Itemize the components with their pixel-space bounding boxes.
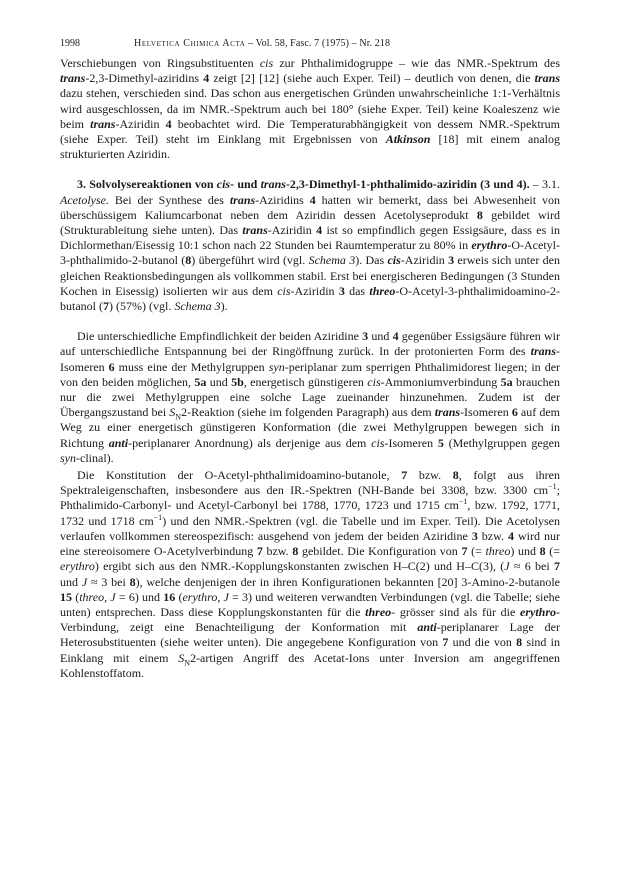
text-run: 5a <box>194 374 207 389</box>
text-run: bzw. <box>477 528 509 543</box>
text-run: -Aziridin <box>267 223 317 238</box>
text-run: -periplanarer Anordnung) als derjenige aus dem <box>128 435 372 450</box>
text-run: ( <box>175 589 183 604</box>
text-run: 7 <box>554 559 561 574</box>
text-run: S <box>169 405 176 420</box>
text-run: erythro, J <box>182 589 229 604</box>
paragraph-3 <box>60 329 560 466</box>
text-run: threo <box>365 604 392 619</box>
text-run: ) (57%) (vgl. <box>109 299 175 314</box>
text-run: (= <box>545 544 561 559</box>
text-run: muss eine der Methylgruppen <box>114 359 269 374</box>
text-run: S <box>178 650 185 665</box>
text-run: 3. Solvolysereaktionen von <box>77 177 217 192</box>
text-run: 7 <box>461 544 468 559</box>
text-run: -Aziridins <box>255 192 310 207</box>
text-run: -periplanarer Lage der Heterosubstituenten (siehe weiter unten). Die angegebene Konfiguration von <box>60 620 560 650</box>
text-run: 4 <box>508 528 515 543</box>
text-run: −1 <box>153 512 163 522</box>
text-run: Atkinson <box>385 132 431 147</box>
text-run: (= <box>467 544 486 559</box>
text-run: 8 <box>539 544 546 559</box>
text-run: −1 <box>548 482 557 492</box>
text-run: ≈ 6 bei <box>509 559 555 574</box>
text-run: 3 <box>471 528 478 543</box>
text-run: 7 <box>256 544 263 559</box>
text-run: und <box>368 329 393 344</box>
paragraph-1 <box>60 56 560 162</box>
text-run: = 3) und weiteren verwandten Verbindungen (vgl. die Tabelle; siehe unten) entsprechen. Dass diese Kopplungskonstanten für die <box>60 589 561 619</box>
text-run: 5a <box>500 374 513 389</box>
text-run: trans <box>530 344 556 359</box>
text-run: , energetisch günstigeren <box>243 374 368 389</box>
text-run: 4 <box>203 71 210 86</box>
text-run: zeigt [2] [12] (siehe auch Exper. Teil) – deutlich von denen, die <box>209 71 535 86</box>
text-run: sind in Einklang mit einem <box>60 635 561 665</box>
text-run: -Isomeren <box>384 435 438 450</box>
text-run: 6 <box>511 405 518 420</box>
text-run: 3 <box>362 329 369 344</box>
text-run: 7 <box>103 299 109 314</box>
text-run: -clinal). <box>76 450 114 465</box>
text-run: trans <box>534 71 560 86</box>
text-run: anti <box>417 620 437 635</box>
text-run: 8 <box>452 468 459 483</box>
text-run: erweis sich unter den gleichen Reaktionsbedingungen als vollkommen stabil. Erst bei energischeren Bedingungen (3 Stunden Kochen in Eisessig) isolierten wir aus dem <box>60 253 560 298</box>
text-run: ist so empfindlich gegen Essigsäure, dass es in Dichlormethan/Eisessig 10:1 schon nach 22 Stunden bei Raumtemperatur zu 80% in <box>60 223 560 253</box>
text-run: syn <box>60 450 76 465</box>
text-run: cis <box>367 374 381 389</box>
text-run: hatten wir bemerkt, dass bei Abwesenheit von überschüssigem Kaliumcarbonat neben dem Aziridin dessen Acetolyseprodukt <box>60 192 560 222</box>
text-run: cis <box>277 283 291 298</box>
text-run: beobachtet wird. Die Temperaturabhängigkeit von dessem NMR.-Spektrum (siehe Exper. Teil) steht im Einklang mit Ergebnissen von <box>60 116 560 147</box>
text-run: 8 <box>516 635 523 650</box>
text-run: threo <box>369 283 396 298</box>
text-run: 6 <box>108 359 115 374</box>
text-run: trans <box>229 192 256 207</box>
text-run: 4 <box>165 116 172 131</box>
text-run: -O-Acetyl-3-phthalimidoamino-2-butanol ( <box>60 283 560 314</box>
text-run: auf dem Weg zu einer energetisch günstigeren Konformation (die zwei Methylgruppen bewegen sich in Richtung <box>60 405 560 450</box>
text-run: ) übergeführt wird (vgl. <box>191 253 309 268</box>
text-run: 3 <box>448 253 455 268</box>
text-run: gebildet wird (Strukturableitung siehe unten). Das <box>60 207 560 238</box>
text-run: , bzw. 1792, 1771, 1732 und 1718 cm <box>60 498 560 528</box>
text-run: erythro <box>520 604 557 619</box>
page-number: 1998 <box>60 38 80 49</box>
text-run: - grösser sind als für die <box>391 604 521 619</box>
text-run: ) und <box>510 544 540 559</box>
text-run: threo, J <box>79 589 116 604</box>
text-run: ) ergibt sich aus den NMR.-Kopplungskonstanten zwischen H–C(2) und H–C(3), ( <box>94 559 505 574</box>
text-run: cis <box>387 253 401 268</box>
text-run: - und <box>230 177 261 192</box>
text-run: ). Das <box>355 253 388 268</box>
text-run: cis <box>216 177 231 192</box>
text-run: wird nur eine stereoisomere O-Acetylverbindung <box>60 528 560 559</box>
text-run: Verschiebungen von Ringsubstituenten <box>60 56 260 70</box>
text-run: Acetolyse. <box>60 192 109 207</box>
text-run: 4 <box>309 192 316 207</box>
text-run: , folgt aus ihren Spektraleigenschaften, insbesondere aus den IR.-Spektren (NH-Bande bei 3308, bzw. 3300 cm <box>60 468 560 498</box>
text-run: trans <box>260 177 286 192</box>
paragraph-2 <box>60 177 560 314</box>
text-run: −1 <box>458 497 468 507</box>
text-run: gebildet. Die Konfiguration von <box>298 544 462 559</box>
journal-citation <box>134 38 390 50</box>
text-run: 4 <box>316 223 323 238</box>
text-run: J <box>504 559 510 574</box>
text-run: cis <box>371 435 385 450</box>
text-run: -Aziridin <box>115 116 166 131</box>
journal-name: Helvetica Chimica Acta <box>134 38 246 49</box>
text-run: zur Phthalimidogruppe – wie das NMR.-Spektrum des <box>273 56 560 70</box>
text-run: -Aziridin <box>400 253 449 268</box>
text-run: -2,3-Dimethyl-aziridins <box>85 71 204 86</box>
text-run: Schema 3 <box>174 299 221 314</box>
text-run: cis <box>259 56 274 70</box>
text-run: ). <box>220 299 228 314</box>
text-run: ) und den NMR.-Spektren (vgl. die Tabelle und im Exper. Teil). Die Acetolysen verlaufen vollkommen stereospezifisch: ausgehend von jedem der beiden Aziridine <box>60 513 560 543</box>
text-run: [18] mit einem analog strukturierten Aziridin. <box>60 132 560 162</box>
text-run: N <box>184 657 191 667</box>
paragraph-gap <box>60 162 560 177</box>
text-run: -2,3-Dimethyl-1-phthalimido-aziridin (3 und 4). <box>285 177 530 192</box>
text-run: trans <box>242 223 268 238</box>
text-run: -periplanar zum sperrigen Phthalimidorest liegen; in der von den beiden möglichen, <box>60 359 561 389</box>
text-run: dazu stehen, verschieden sind. Das schon aus energetischen Gründen unwahrscheinliche 1:1-Verhältnis wird ausgeschlossen, da im NMR.-Spektrum auch bei 180° (siehe Exper. Teil) keine Koaleszenz wie beim <box>60 86 560 131</box>
text-run: anti <box>108 435 129 450</box>
text-run: erythro <box>471 238 508 253</box>
text-run: 7 <box>401 468 408 483</box>
text-run: -Verbindung, zeigt eine Benachteiligung der Konformation mit <box>60 604 561 635</box>
text-run: gegenüber Essigsäure führen wir auf unterschiedliche Entspannung bei der Ringöffnung zurück. In der protonierten Form des <box>60 329 560 359</box>
text-run: 15 <box>60 589 72 604</box>
text-run: Die Konstitution der O-Acetyl-phthalimidoamino-butanole, <box>77 468 402 483</box>
text-run: Bei der Synthese des <box>108 192 230 207</box>
text-run: 7 <box>442 635 449 650</box>
text-run: ( <box>72 589 80 604</box>
text-run: Schema 3 <box>308 253 356 268</box>
text-run: -Isomeren <box>60 344 560 374</box>
text-run: 8 <box>185 253 192 268</box>
text-run: trans <box>90 116 116 131</box>
text-run: ≈ 3 bei <box>87 574 130 589</box>
text-run: (Methylgruppen gegen <box>443 435 560 450</box>
text-run: Die unterschiedliche Empfindlichkeit der beiden Aziridine <box>77 329 363 344</box>
text-run: threo <box>485 544 511 559</box>
text-run: 2-Reaktion (siehe im folgenden Paragraph) aus dem <box>181 405 435 420</box>
text-run: das <box>344 283 370 298</box>
text-run: erythro <box>60 559 95 574</box>
text-run: 4 <box>392 329 399 344</box>
text-run: 5b <box>231 374 244 389</box>
text-run: J <box>81 574 88 589</box>
text-run: -Aziridin <box>290 283 339 298</box>
text-run: 3 <box>338 283 345 298</box>
text-run: N <box>175 412 182 422</box>
text-run: trans <box>434 405 461 420</box>
text-run: 8 <box>476 207 483 222</box>
text-run: = 6) und <box>115 589 164 604</box>
text-run: syn <box>268 359 285 374</box>
text-run: 5 <box>437 435 444 450</box>
issue-info: – Vol. 58, Fasc. 7 (1975) – Nr. 218 <box>245 38 391 49</box>
text-run: – 3.1. <box>529 177 561 192</box>
text-run: -O-Acetyl-3-phthalimido-2-butanol ( <box>60 238 560 268</box>
paragraph-4 <box>60 468 560 681</box>
text-run: ; Phthalimido-Carbonyl- und Acetyl-Carbonyl bei 1788, 1770, 1723 und 1715 cm <box>60 483 560 513</box>
text-run: -Ammoniumverbindung <box>380 374 501 389</box>
paragraph-gap <box>60 314 560 329</box>
body-text <box>60 56 560 681</box>
text-run: 16 <box>163 589 176 604</box>
text-run: -Isomeren <box>460 405 512 420</box>
text-run: 8 <box>292 544 299 559</box>
text-run: ), welche denjenigen der in ihren Konfigurationen bekannten [20] 3-Amino-2-butanole <box>135 574 560 589</box>
text-run: und die von <box>448 635 517 650</box>
text-run: und <box>206 374 232 389</box>
text-run: brauchen nur die zwei Methylgruppen eine solche Lage zueinander hinzunehmen. Zudem ist der Übergangszustand bei <box>60 374 560 420</box>
text-run: und <box>60 574 82 589</box>
text-run: trans <box>60 71 86 86</box>
text-run: bzw. <box>407 468 453 483</box>
text-run: 2-artigen Angriff des Acetat-Ions unter Inversion am angegriffenen Kohlenstoffatom. <box>60 650 560 680</box>
text-run: 8 <box>129 574 136 589</box>
text-run: bzw. <box>262 544 293 559</box>
